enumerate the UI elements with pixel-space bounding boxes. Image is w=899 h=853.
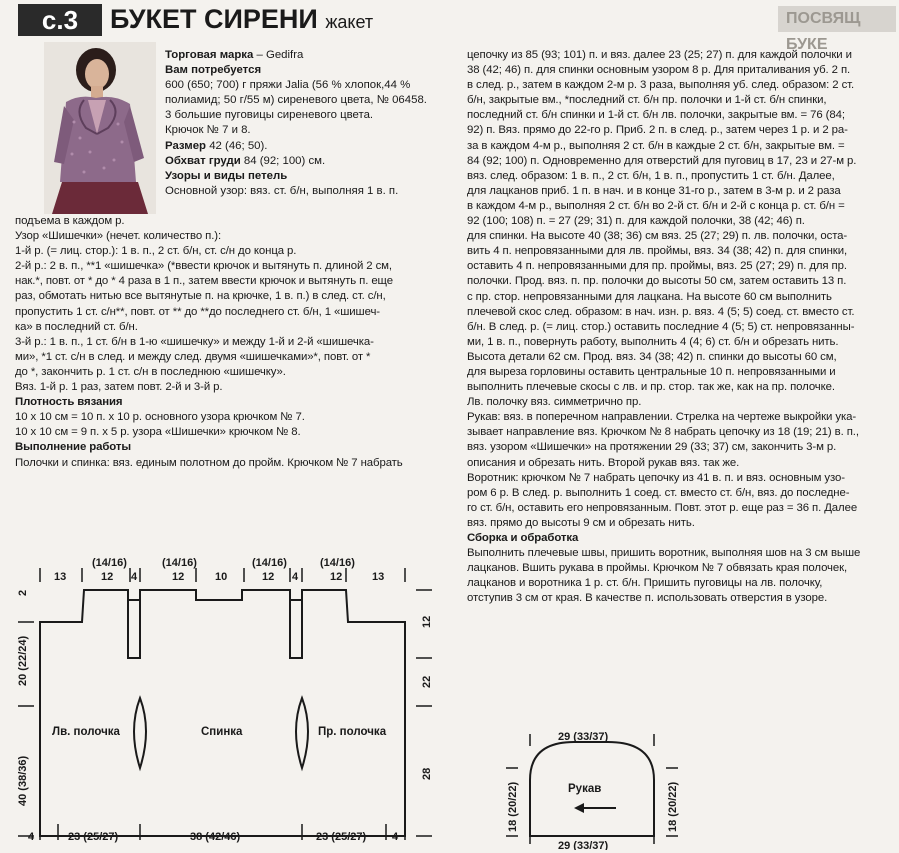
left-dim: 20 (22/24) <box>17 635 29 686</box>
sleeve-label: Рукав <box>568 783 602 795</box>
text-line: оставить 4 п. непровязанными для пр. проймы, вяз. 25 (27; 29) п. для пр. <box>467 260 847 273</box>
top-size-2: (14/16) <box>162 557 197 569</box>
text-line: за в каждом 4-м р., выполняя 2 ст. б/н в каждые 2 ст. б/н, закрытые вм. = <box>467 139 845 152</box>
text-line: Воротник: крючком № 7 набрать цепочку из 41 в. п. и вяз. основным узо- <box>467 471 845 484</box>
density-heading: Плотность вязания <box>15 396 123 409</box>
left-front-label: Лв. полочка <box>52 726 120 738</box>
size-label: Размер <box>165 139 207 152</box>
text-line: для спинки. На высоте 40 (38; 36) см вяз. 25 (27; 29) п. лв. полочки, оста- <box>467 230 848 243</box>
text-line: го ст. б/н, оставить его непровязанным. Повт. этот р. еще раз = 36 п. Далее <box>467 501 858 514</box>
top-dim: 10 <box>215 571 228 583</box>
left-column-text <box>15 214 457 471</box>
text-line: выполнить плечевые скосы с лв. и пр. стор. так же, как на пр. полочке. <box>467 381 835 394</box>
bottom-dim: 4 <box>392 831 399 843</box>
right-column-text <box>467 48 887 606</box>
text-line: 92) п. Вяз. прямо до 22-го р. Приб. 2 п. в след. р., затем через 1 р. и 2 ра- <box>467 124 848 137</box>
title-subtitle: жакет <box>325 12 374 32</box>
bottom-dim: 38 (42/46) <box>190 831 241 843</box>
brand-label: Торговая марка <box>165 49 254 61</box>
text-line: 92 (100; 108) п. = 27 (29; 31) п. для каждой полочки, 38 (42; 46) п. <box>467 215 805 228</box>
text-line: ми», *1 ст. с/н в след. и между след. двумя «шишечками»*, повт. от * <box>15 350 371 363</box>
text-line: Высота детали 62 см. Прод. вяз. 34 (38; 42) п. спинки до высоты 60 см, <box>467 350 837 363</box>
faded-neighbor-title: ПОСВЯЩ БУКЕ <box>778 6 896 32</box>
text-line: зывает направление вяз. Крючком № 8 набрать цепочку из 18 (19; 21) в. п., <box>467 426 859 439</box>
title-main: БУКЕТ СИРЕНИ <box>110 4 318 34</box>
text-line: б/н, закрытые вм., *последний ст. б/н пр. полочки и 1-й ст. б/н спинки, <box>467 94 827 107</box>
density-line: 10 х 10 см = 9 п. х 5 р. узора «Шишечки» крючком № 8. <box>15 426 301 439</box>
materials-line: полиамид; 50 г/55 м) сиреневого цвета, № 06458. <box>165 94 427 107</box>
text-line: 84 (92; 100) п. Одновременно для отверстий для пуговиц в 17, 23 и 27-м р. <box>467 154 857 167</box>
text-line: Узор «Шишечки» (нечет. количество п.): <box>15 230 222 243</box>
text-line: 3-й р.: 1 в. п., 1 ст. б/н в 1-ю «шишечку» и между 1-й и 2-й «шишечка- <box>15 335 374 348</box>
back-label: Спинка <box>201 726 243 738</box>
model-illustration <box>44 42 156 214</box>
bottom-dim: 23 (25/27) <box>68 831 119 843</box>
right-dim: 22 <box>421 675 433 688</box>
chest-label: Обхват груди <box>165 154 241 167</box>
bottom-dim: 23 (25/27) <box>316 831 367 843</box>
page-title <box>110 2 373 39</box>
text-line: 38 (42; 46) п. для спинки основным узором 8 р. Для приталивания уб. 2 п. <box>467 64 851 77</box>
work-heading: Выполнение работы <box>15 441 131 454</box>
text-line: вяз. прямо до высоты 9 см и обрезать нить. <box>467 516 695 529</box>
bottom-dim: 4 <box>28 831 35 843</box>
text-line: ми, 1 в. п., повернуть работу, выполнить 4 (4; 6) ст. б/н и обрезать нить. <box>467 335 839 348</box>
top-size-1: (14/16) <box>92 557 127 569</box>
text-line: с пр. стор. непровязанными для лацкана. На высоте 60 см выполнить <box>467 290 832 303</box>
text-line: плечевой скос след. образом: в нач. изн. р. вяз. 4 (5; 5) соед. ст. вместо ст. <box>467 305 855 318</box>
work-line: Полочки и спинка: вяз. единым полотном до пройм. Крючком № 7 набрать <box>15 456 403 469</box>
left-dim: 40 (38/36) <box>17 755 29 806</box>
knit-direction-arrow <box>574 803 616 813</box>
top-dim: 12 <box>330 571 343 583</box>
text-line: ка» в последний ст. б/н. <box>15 320 138 333</box>
body-pattern-diagram <box>0 540 465 853</box>
top-dim: 13 <box>54 571 67 583</box>
assembly-line: лацканов. Вшить рукава в проймы. Крючком № 7 обвязать края полочек, <box>467 562 848 575</box>
text-line: описания и обрезать нить. Второй рукав вяз. так же. <box>467 456 740 469</box>
sleeve-left-dim: 18 (20/22) <box>507 781 519 832</box>
text-line: полочки. Прод. вяз. п. пр. полочки до высоты 50 см, затем оставить 13 п. <box>467 275 847 288</box>
materials-line: 3 большие пуговицы сиреневого цвета. <box>165 109 374 122</box>
top-dim: 4 <box>131 571 138 583</box>
text-line: ром 6 р. В след. р. выполнить 1 соед. ст. вместо ст. б/н, вяз. до последне- <box>467 486 850 499</box>
right-front-label: Пр. полочка <box>318 726 387 738</box>
lapel-right <box>290 600 302 658</box>
right-dim: 12 <box>421 615 433 628</box>
text-line: вяз. узором «Шишечки» на протяжении 29 (33; 37) см, закончить 3-м р. <box>467 441 837 454</box>
patterns-label: Узоры и виды петель <box>165 169 288 182</box>
text-line: Вяз. 1-й р. 1 раз, затем повт. 2-й и 3-й р. <box>15 381 223 394</box>
text-line: цепочку из 85 (93; 101) п. и вяз. далее 23 (25; 27) п. для каждой полочки и <box>467 49 852 61</box>
brand-value: – Gedifra <box>253 49 304 61</box>
top-dim: 4 <box>292 571 299 583</box>
assembly-line: лацканов и воротника 1 р. ст. б/н. Пришить пуговицы на лв. полочку, <box>467 577 823 590</box>
top-size-3: (14/16) <box>252 557 287 569</box>
text-line: пропустить 1 ст. с/н**, повт. от ** до **до последнего ст. б/н, 1 «шишеч- <box>15 305 380 318</box>
text-line: последний ст. б/н спинки и 1-й ст. б/н лв. полочки, закрытые вм. = 76 (84; <box>467 109 845 122</box>
text-line: до *, закончить р. 1 ст. с/н в последнюю «шишечку». <box>15 365 286 378</box>
text-line: для выреза горловины оставить центральные 10 п. непровязанными и <box>467 365 836 378</box>
sleeve-bottom-dim: 29 (33/37) <box>558 840 609 850</box>
top-size-4: (14/16) <box>320 557 355 569</box>
assembly-line: Выполнить плечевые швы, пришить воротник, выполняя шов на 3 см выше <box>467 547 861 560</box>
text-line: раз, обмотать нитью все вытянутые п. на крючке, 1 в. п.) в след. ст. с/н, <box>15 290 386 303</box>
dart-right <box>296 698 308 768</box>
top-dim: 12 <box>172 571 185 583</box>
text-line: Рукав: вяз. в поперечном направлении. Стрелка на чертеже выкройки ука- <box>467 411 857 424</box>
sleeve-pattern-diagram <box>496 728 686 850</box>
text-line: для лацканов приб. 1 п. в нач. и в конце 31-го р., затем в 3-м р. и 2 раза <box>467 184 841 197</box>
dart-left <box>134 698 146 768</box>
chest-value: 84 (92; 100) см. <box>240 154 326 167</box>
text-line: нак.*, повт. от * до * 4 раза в 1 п., затем ввести крючок и вытянуть п. еще <box>15 275 393 288</box>
materials-label: Вам потребуется <box>165 64 262 77</box>
sleeve-top-dim: 29 (33/37) <box>558 731 609 743</box>
text-line: в след. р., затем в каждом 2-м р. 3 раза, выполняя уб. след. образом: 2 ст. <box>467 79 855 92</box>
density-line: 10 х 10 см = 10 п. х 10 р. основного узора крючком № 7. <box>15 411 305 424</box>
text-line: 2-й р.: 2 в. п., **1 «шишечка» (*ввести крючок и вытянуть п. длиной 2 см, <box>15 260 392 273</box>
page-number-tag: с.3 <box>18 4 102 36</box>
text-line: в каждом 4-м р., выполняя 2 ст. б/н во 2-й ст. б/н и 2-й с конца р. ст. б/н = <box>467 199 845 212</box>
body-outline <box>40 590 405 836</box>
text-line: Лв. полочку вяз. симметрично пр. <box>467 396 642 409</box>
text-line: 1-й р. (= лиц. стор.): 1 в. п., 2 ст. б/н, ст. с/н до конца р. <box>15 245 297 258</box>
lapel-left <box>128 600 140 658</box>
text-line: подъема в каждом р. <box>15 215 125 227</box>
right-dim: 28 <box>421 767 433 780</box>
model-photo <box>44 42 156 214</box>
intro-block <box>165 48 461 199</box>
assembly-line: отступив 3 см от края. В качестве п. использовать отверстия в узоре. <box>467 592 828 605</box>
size-value: 42 (46; 50). <box>206 139 268 152</box>
sleeve-right-dim: 18 (20/22) <box>667 781 679 832</box>
text-line: б/н. В след. р. (= лиц. стор.) оставить последние 4 (5; 5) ст. непровязанны- <box>467 320 855 333</box>
left-dim: 2 <box>17 589 29 596</box>
top-dim: 12 <box>101 571 114 583</box>
top-dim: 12 <box>262 571 275 583</box>
materials-line: Крючок № 7 и 8. <box>165 124 251 137</box>
assembly-heading: Сборка и обработка <box>467 532 579 544</box>
page-header <box>0 0 899 53</box>
text-line: вяз. след. образом: 1 в. п., 2 ст. б/н, 1 в. п., пропустить 1 ст. б/н. Далее, <box>467 169 835 182</box>
main-pattern-line: Основной узор: вяз. ст. б/н, выполняя 1 в. п. <box>165 184 399 197</box>
top-dim: 13 <box>372 571 385 583</box>
materials-line: 600 (650; 700) г пряжи Jalia (56 % хлопок,44 % <box>165 79 411 92</box>
text-line: вить 4 п. непровязанными для лв. проймы, вяз. 34 (38; 42) п. для спинки, <box>467 245 848 258</box>
